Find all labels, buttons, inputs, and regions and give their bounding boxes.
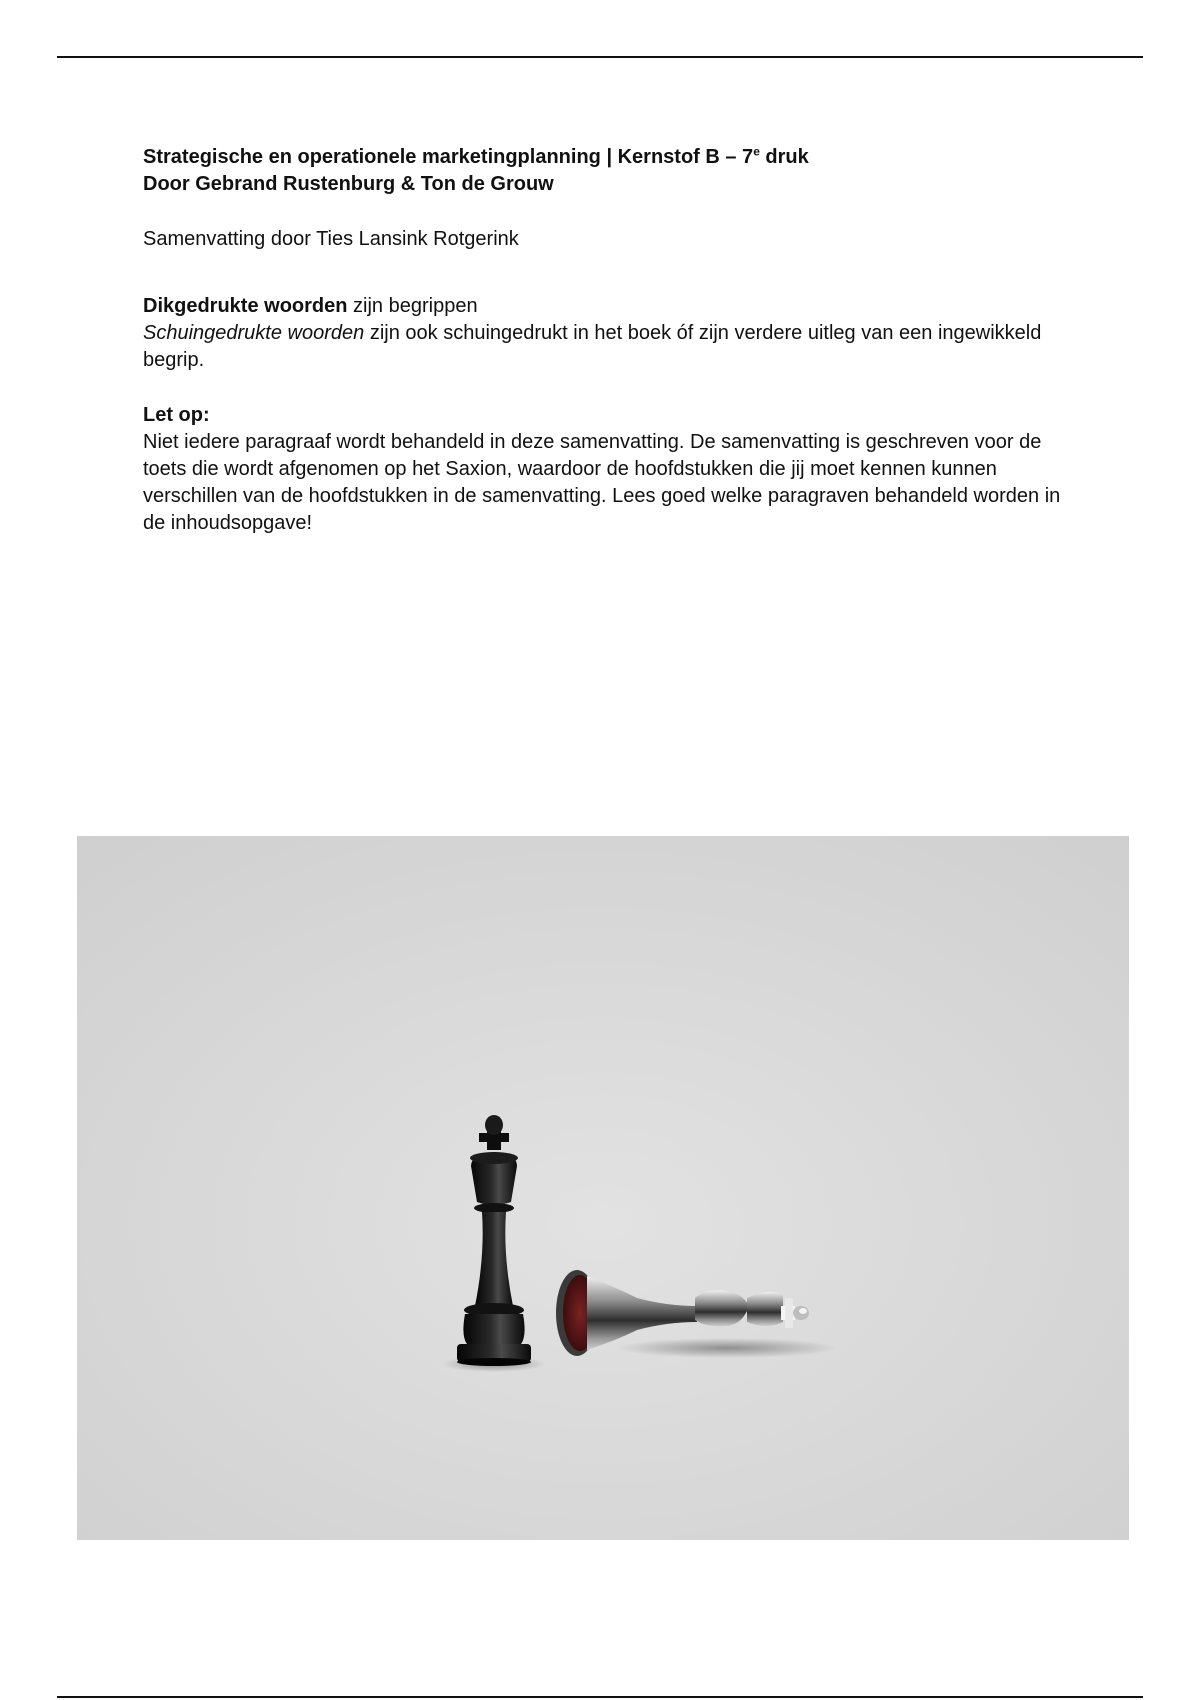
summary-author: Samenvatting door Ties Lansink Rotgerink	[143, 228, 519, 250]
document-title	[143, 144, 1083, 171]
notice-body: Niet iedere paragraaf wordt behandeld in deze samenvatting. De samenvatting is geschreven voor de toets die wordt afgenomen op het Saxion, waardoor de hoofdstukken die jij moet kennen kunnen verschillen van de hoofdstukken in de samenvatting. Lees goed welke paragraven behandeld worden in de inhoudsopgave!	[143, 431, 1061, 534]
notice-heading: Let op:	[143, 404, 210, 426]
document-authors: Door Gebrand Rustenburg & Ton de Grouw	[143, 173, 554, 195]
title-superscript: e	[753, 144, 760, 159]
chess-photo	[77, 836, 1129, 1540]
photo-background	[77, 836, 1129, 1540]
document-body	[143, 144, 1083, 537]
bottom-rule	[57, 1696, 1143, 1698]
title-tail: druk	[759, 146, 809, 168]
legend-bold-line	[143, 293, 1083, 320]
notice-section	[143, 402, 1083, 537]
legend-italic-line	[143, 320, 1083, 374]
legend-bold-rest: zijn begrippen	[347, 295, 478, 317]
legend-bold-term: Dikgedrukte woorden	[143, 295, 348, 317]
top-rule	[57, 56, 1143, 58]
formatting-legend	[143, 293, 1083, 374]
title-main: Strategische en operationele marketingplanning | Kernstof B – 7	[143, 146, 754, 168]
legend-italic-rest: zijn ook schuingedrukt in het boek óf zijn verdere uitleg van een ingewikkeld begrip.	[143, 322, 1042, 371]
fallen-shadow	[617, 1338, 837, 1358]
legend-italic-term: Schuingedrukte woorden	[143, 322, 365, 344]
